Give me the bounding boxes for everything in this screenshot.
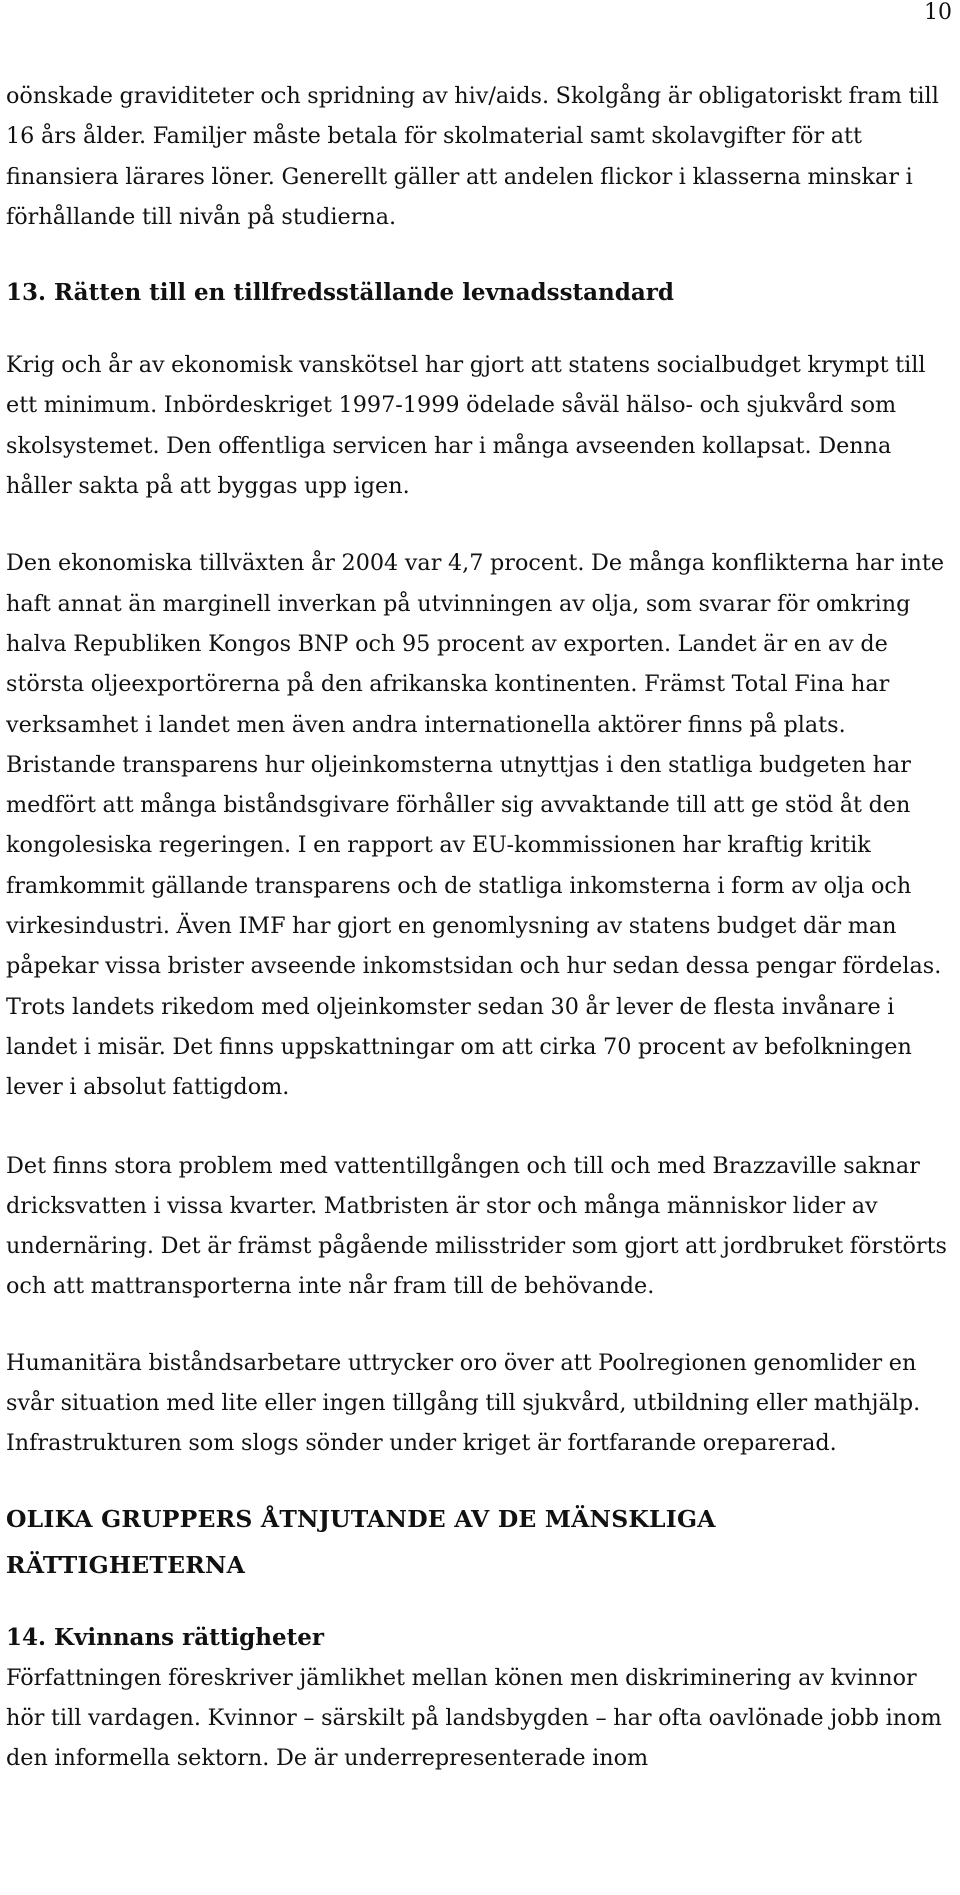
paragraph-women-1: Författningen föreskriver jämlikhet mellan könen men diskriminering av kvinnor hör till vardagen. Kvinnor – särskilt på landsbygden – har ofta oavlönade jobb inom den informella sektorn. De är underrepresenterade inom [6, 1664, 942, 1772]
section-heading-14: 14. Kvinnans rättigheter [6, 1623, 324, 1651]
page-number: 10 [924, 0, 952, 25]
section-heading-13: 13. Rätten till en tillfredsställande levnadsstandard [6, 279, 674, 307]
document-body [6, 76, 956, 1779]
paragraph-intro: oönskade graviditeter och spridning av hiv/aids. Skolgång är obligatoriskt fram till 16 års ålder. Familjer måste betala för skolmaterial samt skolavgifter för att finansiera lärares löner. Generellt gäller att andelen flickor i klasserna minskar i förhållande till nivån på studierna. [6, 83, 939, 230]
paragraph-living-2: Den ekonomiska tillväxten år 2004 var 4,7 procent. De många konflikterna har inte haft annat än marginell inverkan på utvinningen av olja, som svarar för omkring halva Republiken Kongos BNP och 95 procent av exporten. Landet är en av de största oljeexportörerna på den afrikanska kontinenten. Främst Total Fina har verksamhet i landet men även andra internationella aktörer finns på plats. Bristande transparens hur oljeinkomsterna utnyttjas i den statliga budgeten har medfört att många biståndsgivare förhåller sig avvaktande till att ge stöd åt den kongolesiska regeringen. I en rapport av EU-kommissionen har kraftig kritik framkommit gällande transparens och de statliga inkomsterna i form av olja och virkesindustri. Även IMF har gjort en genomlysning av statens budget där man påpekar vissa brister avseende inkomstsidan och hur sedan dessa pengar fördelas. Trots landets rikedom med oljeinkomster sedan 30 år lever de flesta invånare i landet i misär. Det finns uppskattningar om att cirka 70 procent av befolkningen lever i absolut fattigdom. [6, 550, 945, 1101]
paragraph-living-3: Det finns stora problem med vattentillgången och till och med Brazzaville saknar dricksvatten i vissa kvarter. Matbristen är stor och många människor lider av undernäring. Det är främst pågående milisstrider som gjort att jordbruket förstörts och att mattransporterna inte når fram till de behövande. [6, 1152, 947, 1300]
paragraph-living-1: Krig och år av ekonomisk vanskötsel har gjort att statens socialbudget krympt till ett minimum. Inbördeskriget 1997-1999 ödelade såväl hälso- och sjukvård som skolsystemet. Den offentliga servicen har i många avseenden kollapsat. Denna håller sakta på att byggas upp igen. [6, 352, 926, 500]
paragraph-living-4: Humanitära biståndsarbetare uttrycker oro över att Poolregionen genomlider en svår situation med lite eller ingen tillgång till sjukvård, utbildning eller mathjälp. Infrastrukturen som slogs sönder under kriget är fortfarande oreparerad. [6, 1349, 921, 1457]
major-heading: OLIKA GRUPPERS ÅTNJUTANDE AV DE MÄNSKLIGA RÄTTIGHETERNA [6, 1504, 716, 1579]
